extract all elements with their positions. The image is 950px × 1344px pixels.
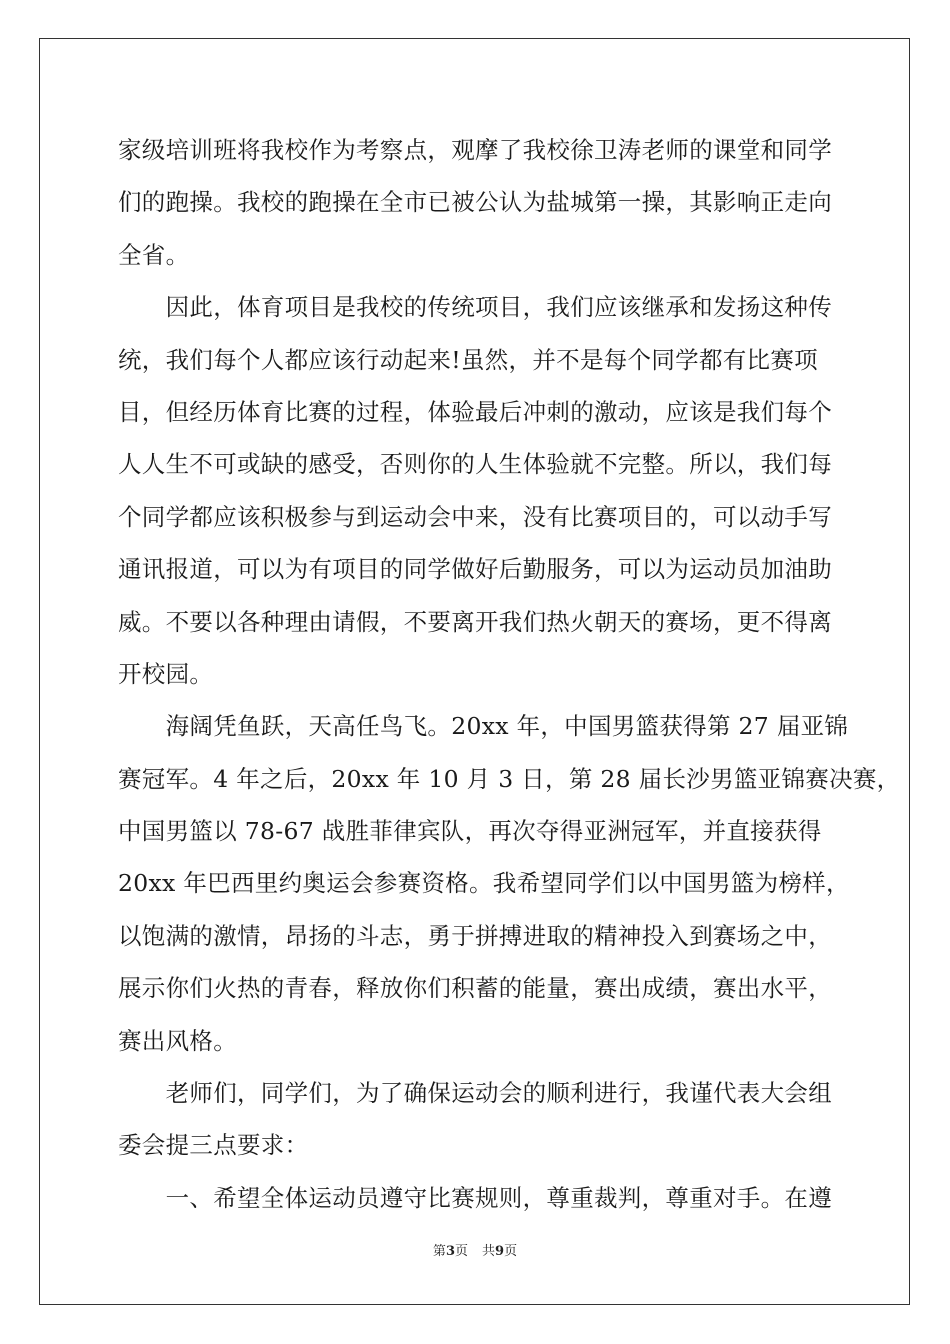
total-suffix: 页	[504, 1244, 518, 1259]
text-line: 一、希望全体运动员遵守比赛规则，尊重裁判，尊重对手。在遵	[118, 1183, 832, 1212]
text-line: 开校园。	[118, 659, 214, 688]
text-line: 个同学都应该积极参与到运动会中来，没有比赛项目的，可以动手写	[118, 502, 832, 531]
text-line: 赛冠军。4 年之后，20xx 年 10 月 3 日，第 28 届长沙男篮亚锦赛决赛，	[118, 764, 901, 793]
page-prefix: 第	[432, 1244, 446, 1259]
text-line: 中国男篮以 78-67 战胜菲律宾队，再次夺得亚洲冠军，并直接获得	[118, 817, 822, 846]
text-line: 们的跑操。我校的跑操在全市已被公认为盐城第一操，其影响正走向	[118, 188, 832, 217]
total-page-number: 9	[495, 1244, 505, 1259]
text-line: 赛出风格。	[118, 1026, 237, 1055]
text-line: 家级培训班将我校作为考察点，观摩了我校徐卫涛老师的课堂和同学	[118, 136, 832, 164]
text-line: 以饱满的激情，昂扬的斗志，勇于拼搏进取的精神投入到赛场之中，	[118, 921, 832, 950]
text-line: 通讯报道，可以为有项目的同学做好后勤服务，可以为运动员加油助	[118, 555, 832, 584]
text-line: 因此，体育项目是我校的传统项目，我们应该继承和发扬这种传	[118, 293, 832, 322]
text-line: 20xx 年巴西里约奥运会参赛资格。我希望同学们以中国男篮为榜样，	[118, 869, 850, 898]
text-line: 展示你们火热的青春，释放你们积蓄的能量，赛出成绩，赛出水平，	[118, 974, 832, 1003]
text-line: 人人生不可或缺的感受，否则你的人生体验就不完整。所以，我们每	[118, 450, 832, 479]
text-line: 威。不要以各种理由请假，不要离开我们热火朝天的赛场，更不得离	[118, 607, 832, 636]
text-line: 委会提三点要求：	[118, 1131, 309, 1160]
total-prefix: 共	[482, 1244, 496, 1259]
text-line: 全省。	[118, 240, 190, 269]
text-line: 统，我们每个人都应该行动起来!虽然，并不是每个同学都有比赛项	[118, 345, 818, 374]
page-suffix: 页	[454, 1244, 468, 1259]
current-page-number: 3	[445, 1244, 455, 1259]
text-line: 老师们，同学们，为了确保运动会的顺利进行，我谨代表大会组	[118, 1079, 832, 1108]
document-body	[118, 124, 901, 1224]
text-line: 海阔凭鱼跃，天高任鸟飞。20xx 年，中国男篮获得第 27 届亚锦	[118, 712, 849, 741]
text-line: 目，但经历体育比赛的过程，体验最后冲刺的激动，应该是我们每个	[118, 397, 832, 426]
page-footer	[0, 1240, 950, 1259]
